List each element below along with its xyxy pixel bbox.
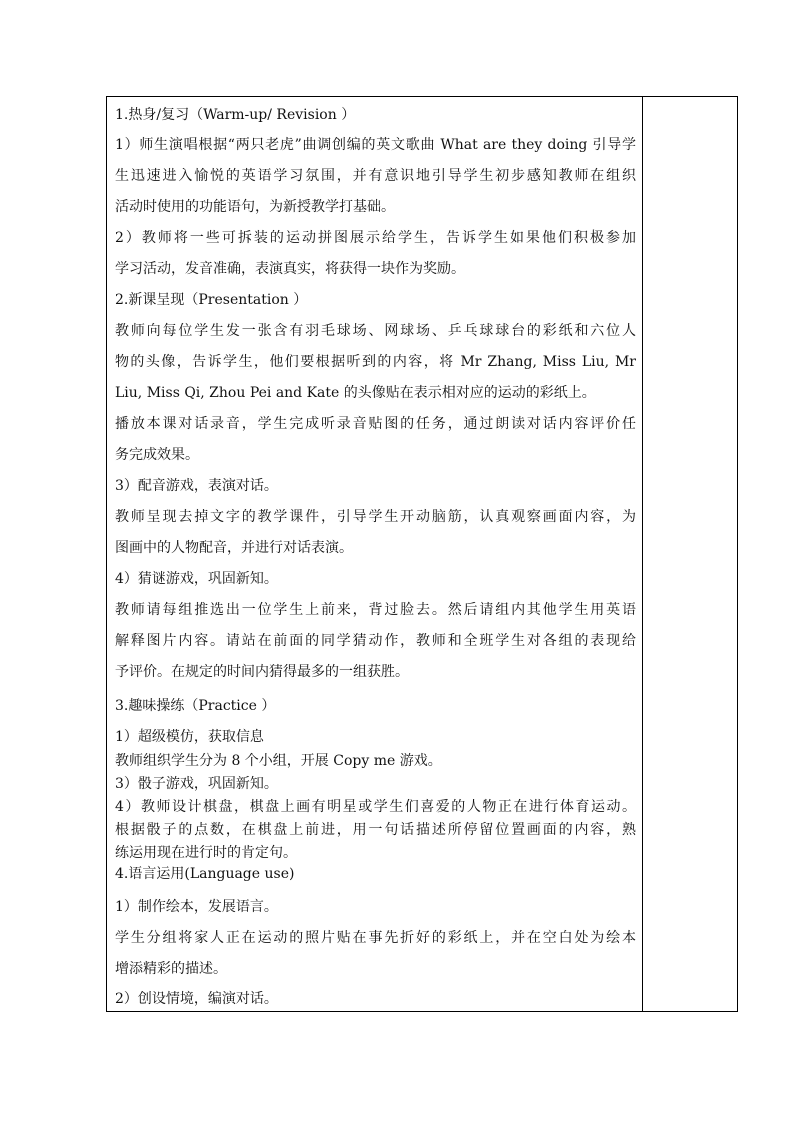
text-line: 图画中的人物配音，并进行对话表演。 [115, 540, 353, 556]
text-line: 教师请每组推选出一位学生上前来，背过脸去。然后请组内其他学生用英语 [115, 602, 636, 618]
text-line: 活动时使用的功能语句，为新授教学打基础。 [115, 199, 395, 215]
text-line: 教师呈现去掉文字的教学课件，引导学生开动脑筋，认真观察画面内容，为 [115, 509, 636, 525]
text-line: 学习活动，发音准确，表演真实，将获得一块作为奖励。 [115, 261, 465, 277]
notes-cell [643, 97, 737, 1011]
section-heading-presentation: 2.新课呈现（Presentation ） [115, 292, 308, 308]
text-line: 播放本课对话录音，学生完成听录音贴图的任务，通过朗读对话内容评价任 [115, 416, 636, 432]
section-heading-warmup: 1.热身/复习（Warm-up/ Revision ） [115, 107, 356, 123]
text-line: 生迅速进入愉悦的英语学习氛围，并有意识地引导学生初步感知教师在组织 [115, 168, 636, 184]
text-line: 予评价。在规定的时间内猜得最多的一组获胜。 [115, 664, 409, 680]
section-heading-language-use: 4.语言运用(Language use) [115, 866, 295, 882]
text-line: Liu, Miss Qi, Zhou Pei and Kate 的头像贴在表示相对应的运动的彩纸上。 [115, 385, 596, 401]
text-line: 1）超级模仿，获取信息 [115, 729, 264, 745]
text-line: 增添精彩的描述。 [115, 961, 227, 977]
lesson-plan-table [106, 96, 738, 1012]
text-line: 1）师生演唱根据“两只老虎”曲调创编的英文歌曲 What are they doing 引导学 [115, 137, 636, 153]
text-line: 4）教师设计棋盘，棋盘上画有明星或学生们喜爱的人物正在进行体育运动。 [115, 799, 636, 815]
text-line: 务完成效果。 [115, 447, 199, 463]
text-line: 1）制作绘本，发展语言。 [115, 899, 278, 915]
text-line: 3）骰子游戏，巩固新知。 [115, 776, 278, 792]
text-line: 解释图片内容。请站在前面的同学猜动作，教师和全班学生对各组的表现给 [115, 633, 636, 649]
text-line: 物的头像，告诉学生，他们要根据听到的内容，将 Mr Zhang, Miss Liu, Mr [115, 354, 636, 370]
text-line: 教师组织学生分为 8 个小组，开展 Copy me 游戏。 [115, 753, 442, 769]
text-line: 教师向每位学生发一张含有羽毛球场、网球场、乒乓球球台的彩纸和六位人 [115, 323, 636, 339]
text-line: 3）配音游戏，表演对话。 [115, 478, 278, 494]
procedure-cell [107, 97, 642, 1011]
text-line: 学生分组将家人正在运动的照片贴在事先折好的彩纸上，并在空白处为绘本 [115, 930, 636, 946]
text-line: 练运用现在进行时的肯定句。 [115, 845, 297, 861]
text-line: 2）创设情境，编演对话。 [115, 991, 278, 1007]
text-line: 根据骰子的点数，在棋盘上前进，用一句话描述所停留位置画面的内容，熟 [115, 822, 636, 838]
text-line: 2）教师将一些可拆装的运动拼图展示给学生，告诉学生如果他们积极参加 [115, 230, 636, 246]
section-heading-practice: 3.趣味操练（Practice ） [115, 698, 276, 714]
text-line: 4）猜谜游戏，巩固新知。 [115, 571, 278, 587]
